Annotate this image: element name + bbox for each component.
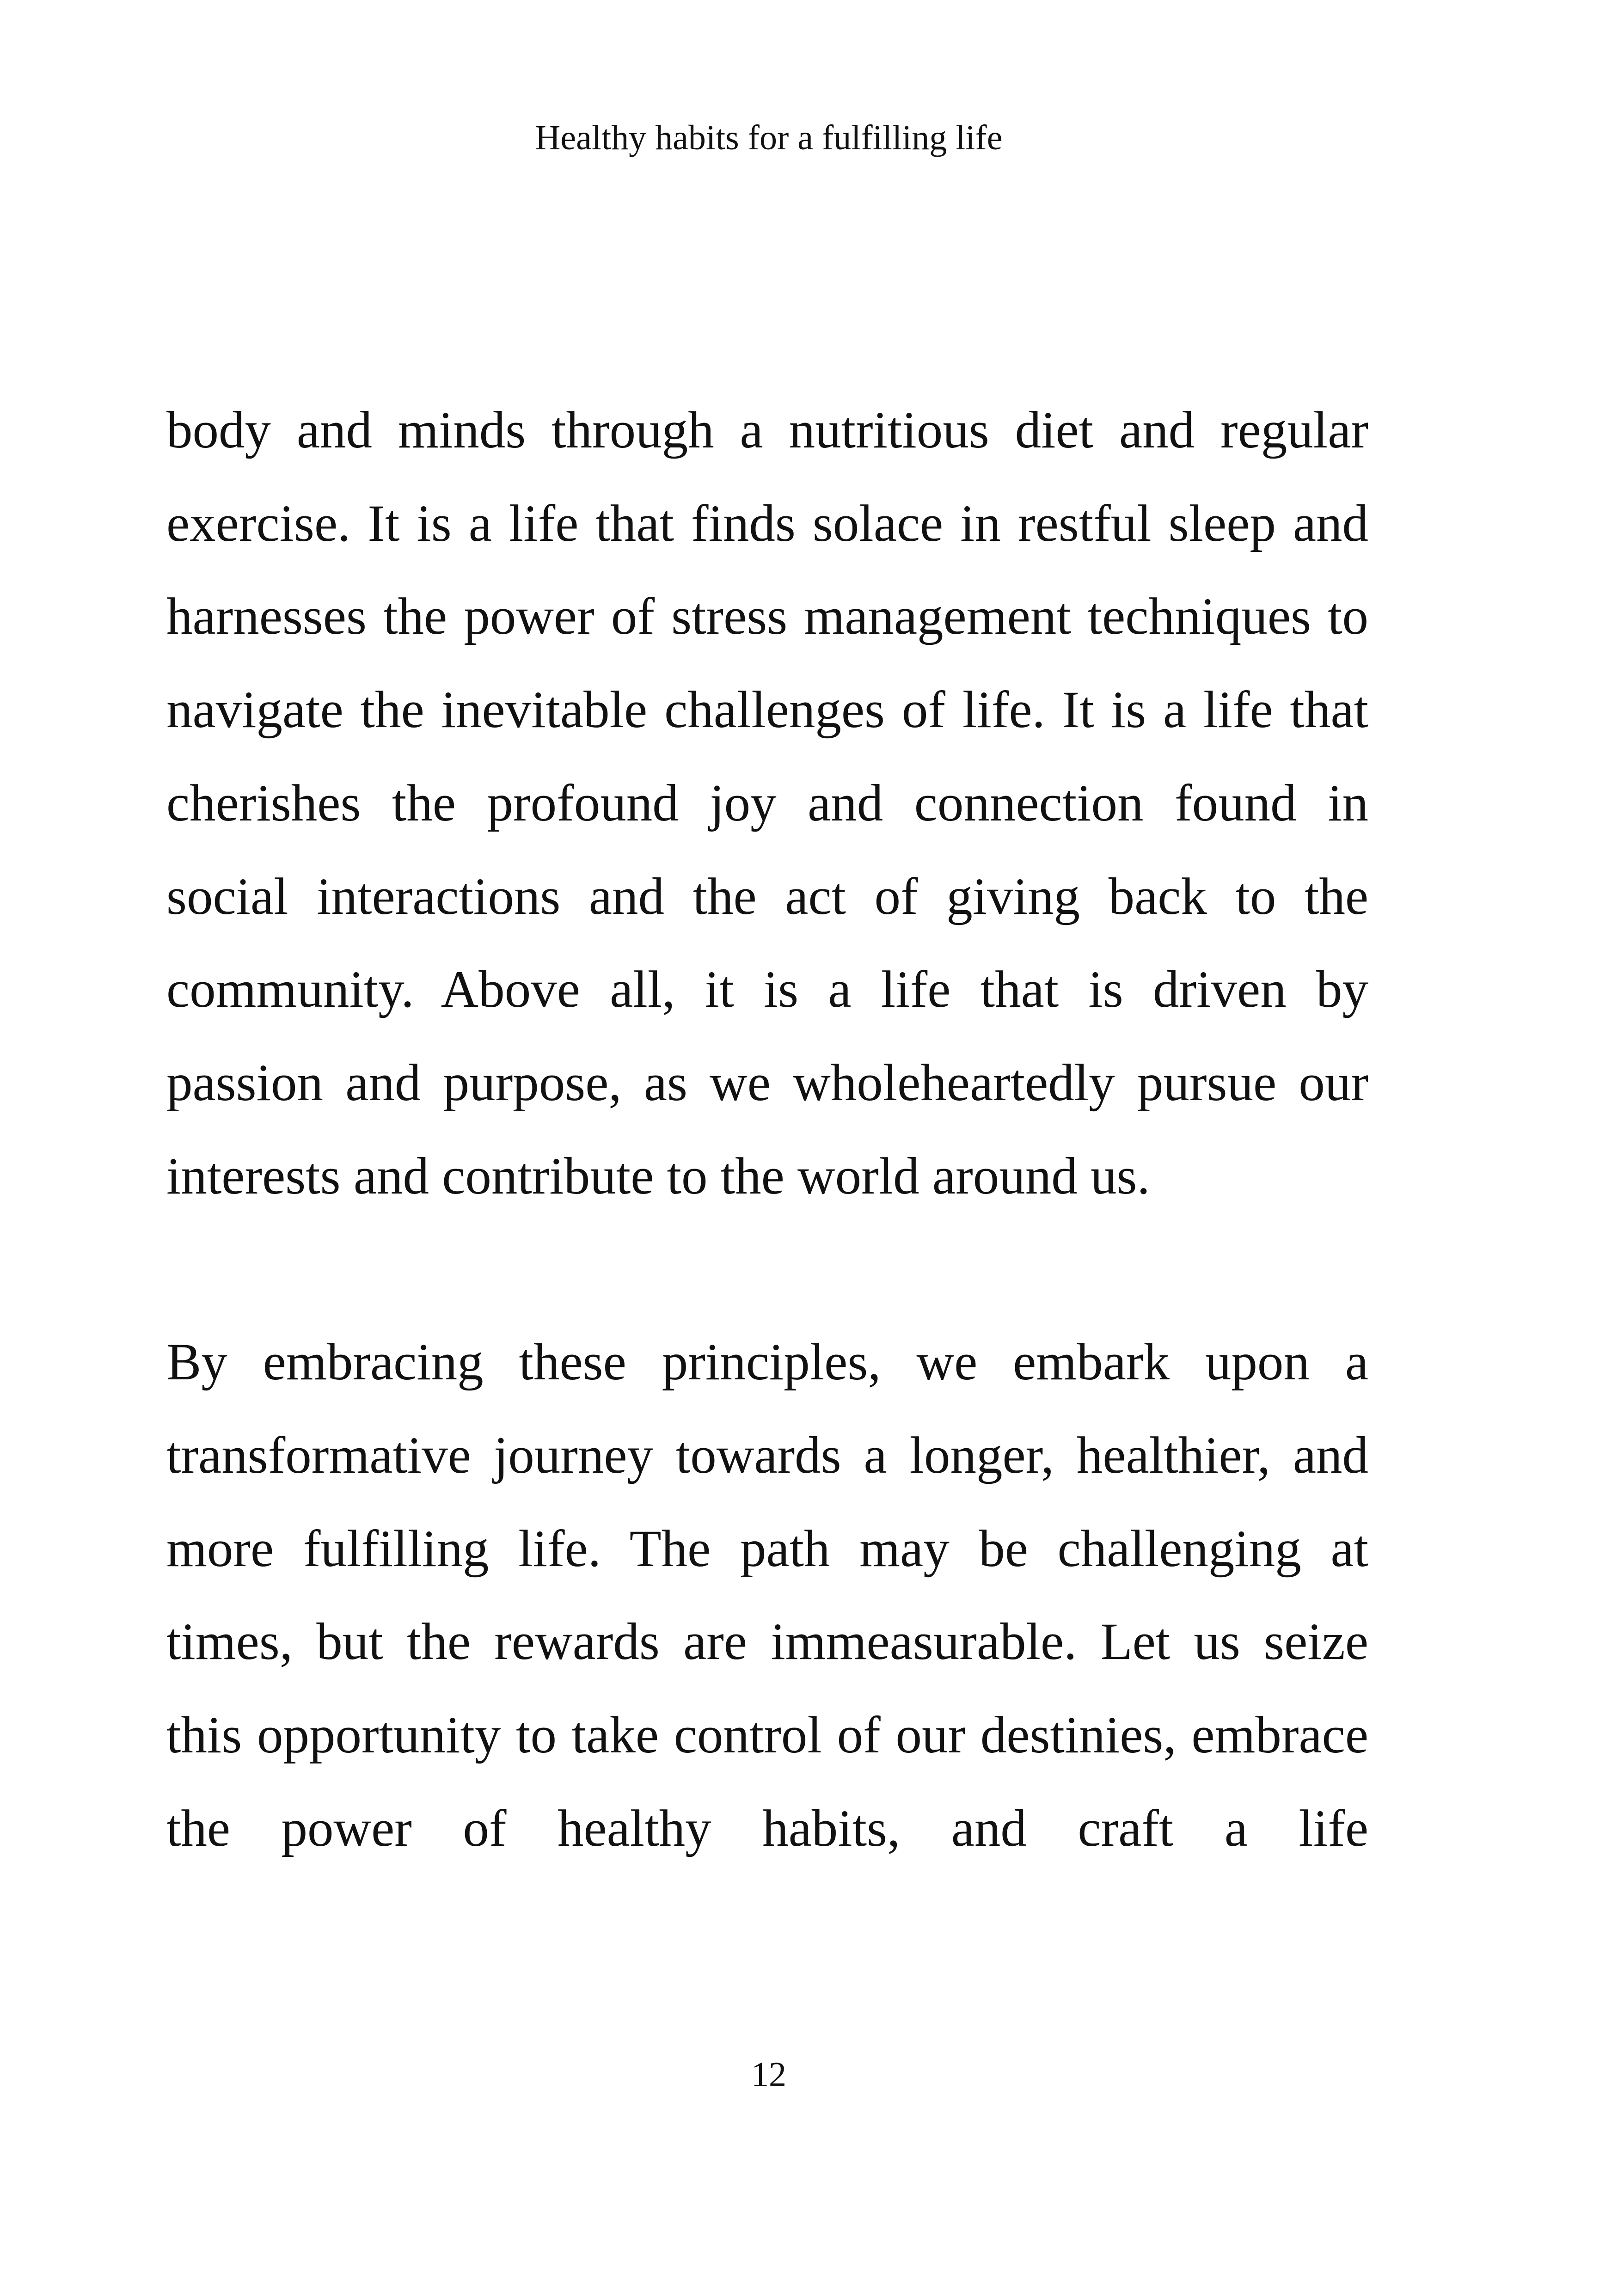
running-header: Healthy habits for a fulfilling life [535, 118, 1003, 157]
body-text [166, 384, 1368, 1875]
paragraph: By embracing these principles, we embark upon a transformative journey towards a longer, healthier, and more fulfilling life. The path may be challenging at times, but the rewards are immeasurable. Let us seize this opportunity to take control of our destinies, embrace the power of healthy habits, and craft a life [166, 1333, 1368, 1857]
page-number: 12 [751, 2055, 786, 2094]
paragraph: body and minds through a nutritious diet and regular exercise. It is a life that finds solace in restful sleep and harnesses the power of stress management techniques to navigate the inevitable challenges of life. It is a life that cherishes the profound joy and connection found in social interactions and the act of giving back to the community. Above all, it is a life that is driven by passion and purpose, as we wholeheartedly pursue our interests and contribute to the world around us. [166, 401, 1368, 1205]
